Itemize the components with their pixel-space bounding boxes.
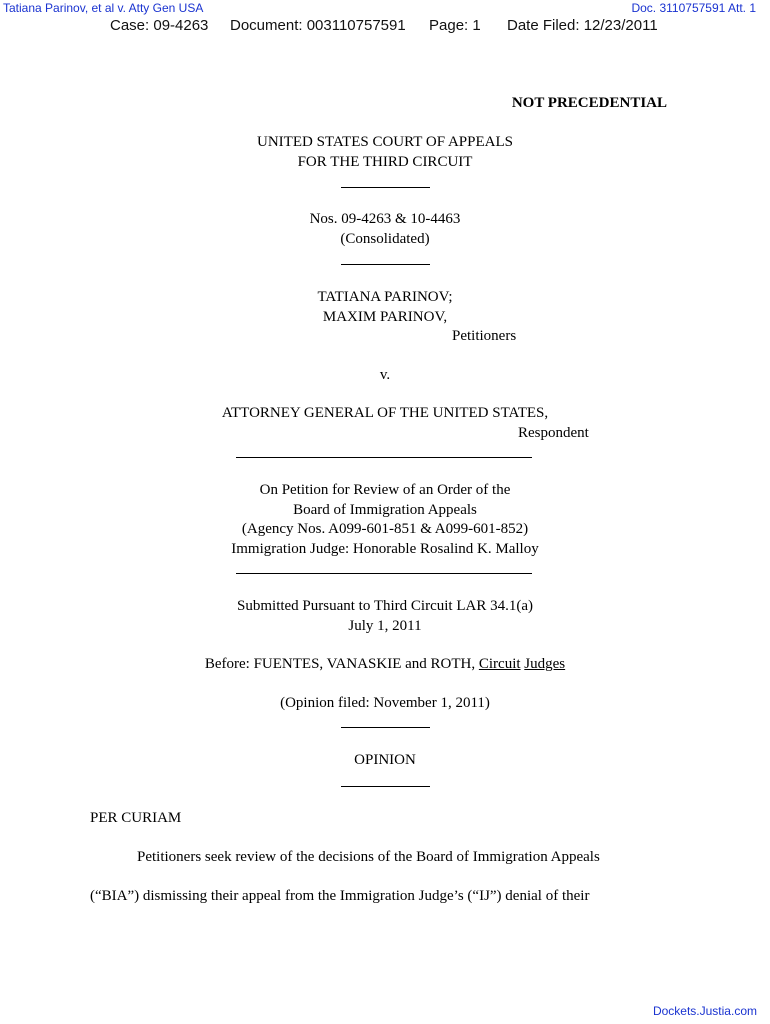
- judges-word: Judges: [524, 656, 566, 672]
- consolidated-label: (Consolidated): [340, 230, 430, 247]
- submitted-block: [0, 597, 770, 636]
- per-curiam: PER CURIAM: [90, 810, 182, 826]
- circuit-word: Circuit: [478, 656, 521, 672]
- body-paragraph-line-1: Petitioners seek review of the decisions of the Board of Immigration Appeals: [137, 849, 600, 865]
- not-precedential-label: NOT PRECEDENTIAL: [511, 95, 667, 111]
- opinion-heading: OPINION: [354, 752, 416, 768]
- justia-link[interactable]: Dockets.Justia.com: [652, 1004, 757, 1018]
- immigration-judge: Immigration Judge: Honorable Rosalind K. Malloy: [231, 540, 539, 557]
- body-paragraph-line-2: (“BIA”) dismissing their appeal from the Immigration Judge’s (“IJ”) denial of their: [90, 888, 590, 904]
- case-number: Case: 09-4263: [110, 17, 209, 34]
- doc-number-link[interactable]: Doc. 3110757591 Att. 1: [631, 1, 756, 15]
- agency-numbers: (Agency Nos. A099-601-851 & A099-601-852): [241, 521, 529, 537]
- docket-numbers: [0, 210, 770, 249]
- submitted-date: July 1, 2011: [348, 617, 422, 634]
- opinion-filed-date: (Opinion filed: November 1, 2011): [280, 695, 490, 711]
- respondent-label: Respondent: [518, 425, 589, 441]
- divider: [341, 786, 430, 787]
- divider: [341, 264, 430, 265]
- review-line-2: Board of Immigration Appeals: [293, 501, 477, 518]
- page-number: Page: 1: [429, 17, 481, 34]
- docket-nos: Nos. 09-4263 & 10-4463: [309, 211, 461, 227]
- petitioner-2: MAXIM PARINOV,: [322, 308, 448, 325]
- date-filed: Date Filed: 12/23/2011: [507, 17, 658, 34]
- before-judges: Before: FUENTES, VANASKIE and ROTH,: [204, 656, 479, 672]
- divider: [236, 457, 532, 458]
- case-title-link[interactable]: Tatiana Parinov, et al v. Atty Gen USA: [3, 1, 204, 15]
- versus: v.: [379, 367, 391, 383]
- respondent-name: ATTORNEY GENERAL OF THE UNITED STATES,: [221, 405, 549, 421]
- court-heading: [0, 133, 770, 172]
- document-number: Document: 003110757591: [230, 17, 406, 34]
- divider: [341, 727, 430, 728]
- divider: [236, 573, 532, 574]
- petitioners-label: Petitioners: [452, 328, 517, 344]
- petitioner-1: TATIANA PARINOV;: [317, 289, 453, 305]
- divider: [341, 187, 430, 188]
- panel-line: [0, 655, 770, 675]
- submitted-line-1: Submitted Pursuant to Third Circuit LAR 34.1(a): [237, 598, 533, 614]
- review-block: [0, 481, 770, 559]
- review-line-1: On Petition for Review of an Order of the: [259, 482, 511, 498]
- court-line-1: UNITED STATES COURT OF APPEALS: [257, 134, 513, 150]
- court-line-2: FOR THE THIRD CIRCUIT: [297, 153, 473, 170]
- petitioners-block: [0, 288, 770, 327]
